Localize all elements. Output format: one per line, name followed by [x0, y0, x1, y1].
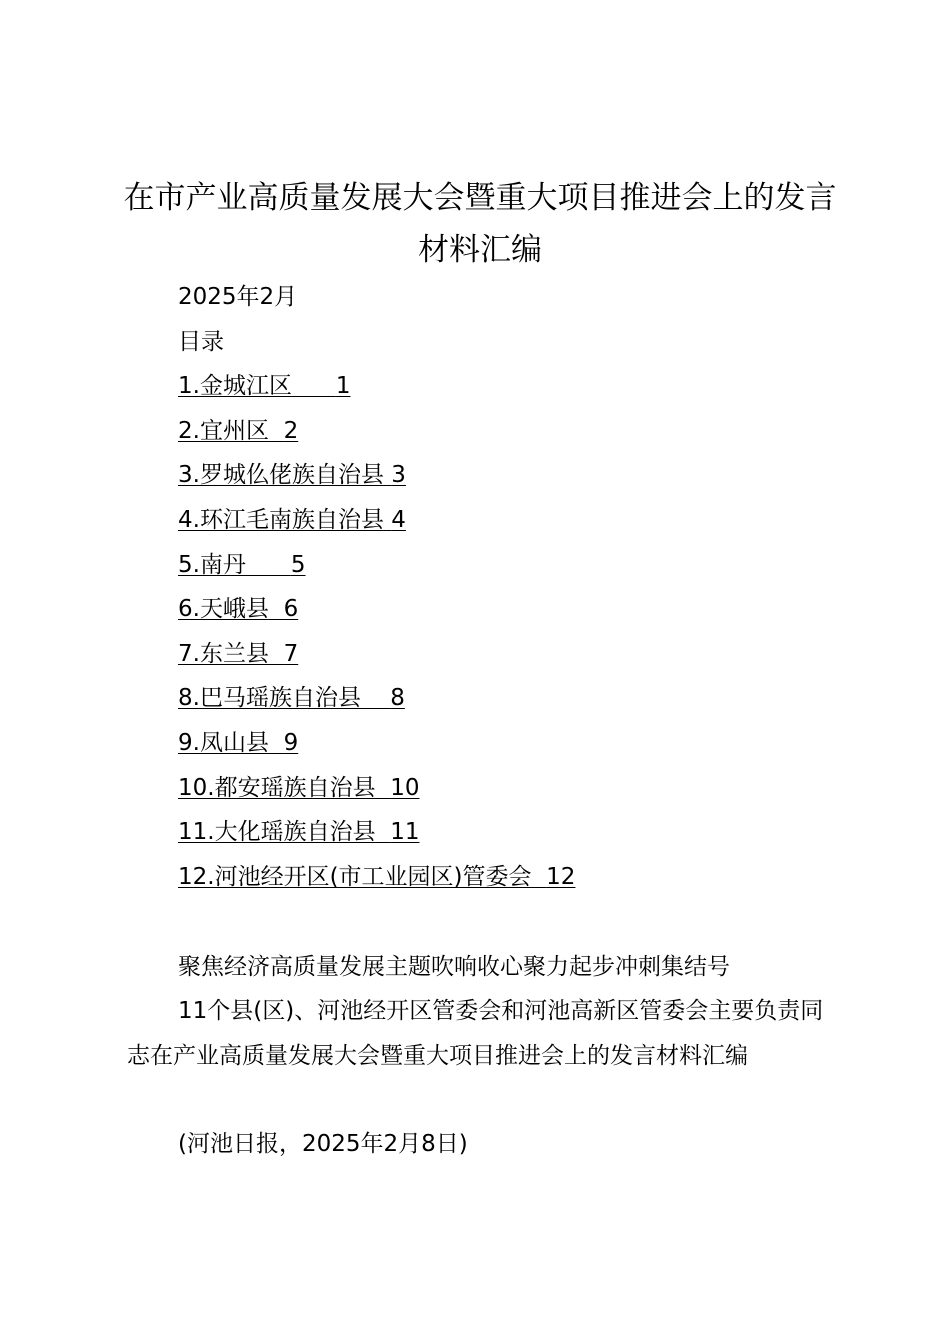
toc-item-page: 9 [283, 730, 299, 756]
toc-item[interactable] [178, 550, 306, 580]
toc-item-label: 2.宜州区 [178, 418, 269, 444]
toc-item-label: 3.罗城仫佬族自治县 [178, 462, 384, 488]
toc-item-label: 5.南丹 [178, 552, 269, 578]
toc-item[interactable] [178, 505, 406, 535]
toc-item-page: 3 [391, 462, 406, 488]
article-headline: 聚焦经济高质量发展主题吹响收心聚力起步冲刺集结号 [178, 954, 730, 980]
toc-item-page: 11 [390, 819, 420, 845]
toc-item-page: 6 [283, 596, 299, 622]
toc-item-label: 1.金城江区 [178, 373, 292, 399]
document-title: 在市产业高质量发展大会暨重大项目推进会上的发言材料汇编 [123, 180, 837, 268]
toc-item[interactable] [178, 683, 405, 713]
toc-item[interactable] [178, 728, 298, 758]
toc-item-page: 7 [283, 641, 299, 667]
toc-item-page: 2 [283, 418, 299, 444]
toc-heading: 目录 [178, 329, 224, 355]
toc-item-label: 9.凤山县 [178, 730, 269, 756]
article-summary: 11个县(区)、河池经开区管委会和河池高新区管委会主要负责同志在产业高质量发展大会暨重大项目推进会上的发言材料汇编 [127, 998, 824, 1069]
toc-item-page: 5 [290, 552, 306, 578]
toc-item-label: 4.环江毛南族自治县 [178, 507, 384, 533]
toc-item-label: 7.东兰县 [178, 641, 269, 667]
toc-item[interactable] [178, 460, 406, 490]
toc-item-page: 8 [390, 685, 405, 711]
toc-item-page: 1 [335, 373, 351, 399]
toc-item-label: 12.河池经开区(市工业园区)管委会 [178, 864, 532, 890]
toc-item[interactable] [178, 416, 298, 446]
toc-item[interactable] [178, 371, 350, 401]
toc-item[interactable] [178, 639, 298, 669]
document-date: 2025年2月 [178, 284, 298, 310]
toc-item-page: 4 [391, 507, 406, 533]
toc-item-label: 6.天峨县 [178, 596, 269, 622]
toc-item-page: 10 [390, 775, 420, 801]
toc-item-label: 10.都安瑶族自治县 [178, 775, 376, 801]
toc-item-label: 11.大化瑶族自治县 [178, 819, 376, 845]
toc-item-label: 8.巴马瑶族自治县 [178, 685, 361, 711]
toc-item[interactable] [178, 773, 419, 803]
toc-item[interactable] [178, 817, 419, 847]
toc-item[interactable] [178, 594, 298, 624]
toc-item-page: 12 [546, 864, 576, 890]
toc-item[interactable] [178, 862, 575, 892]
article-source: (河池日报，2025年2月8日) [178, 1131, 468, 1157]
